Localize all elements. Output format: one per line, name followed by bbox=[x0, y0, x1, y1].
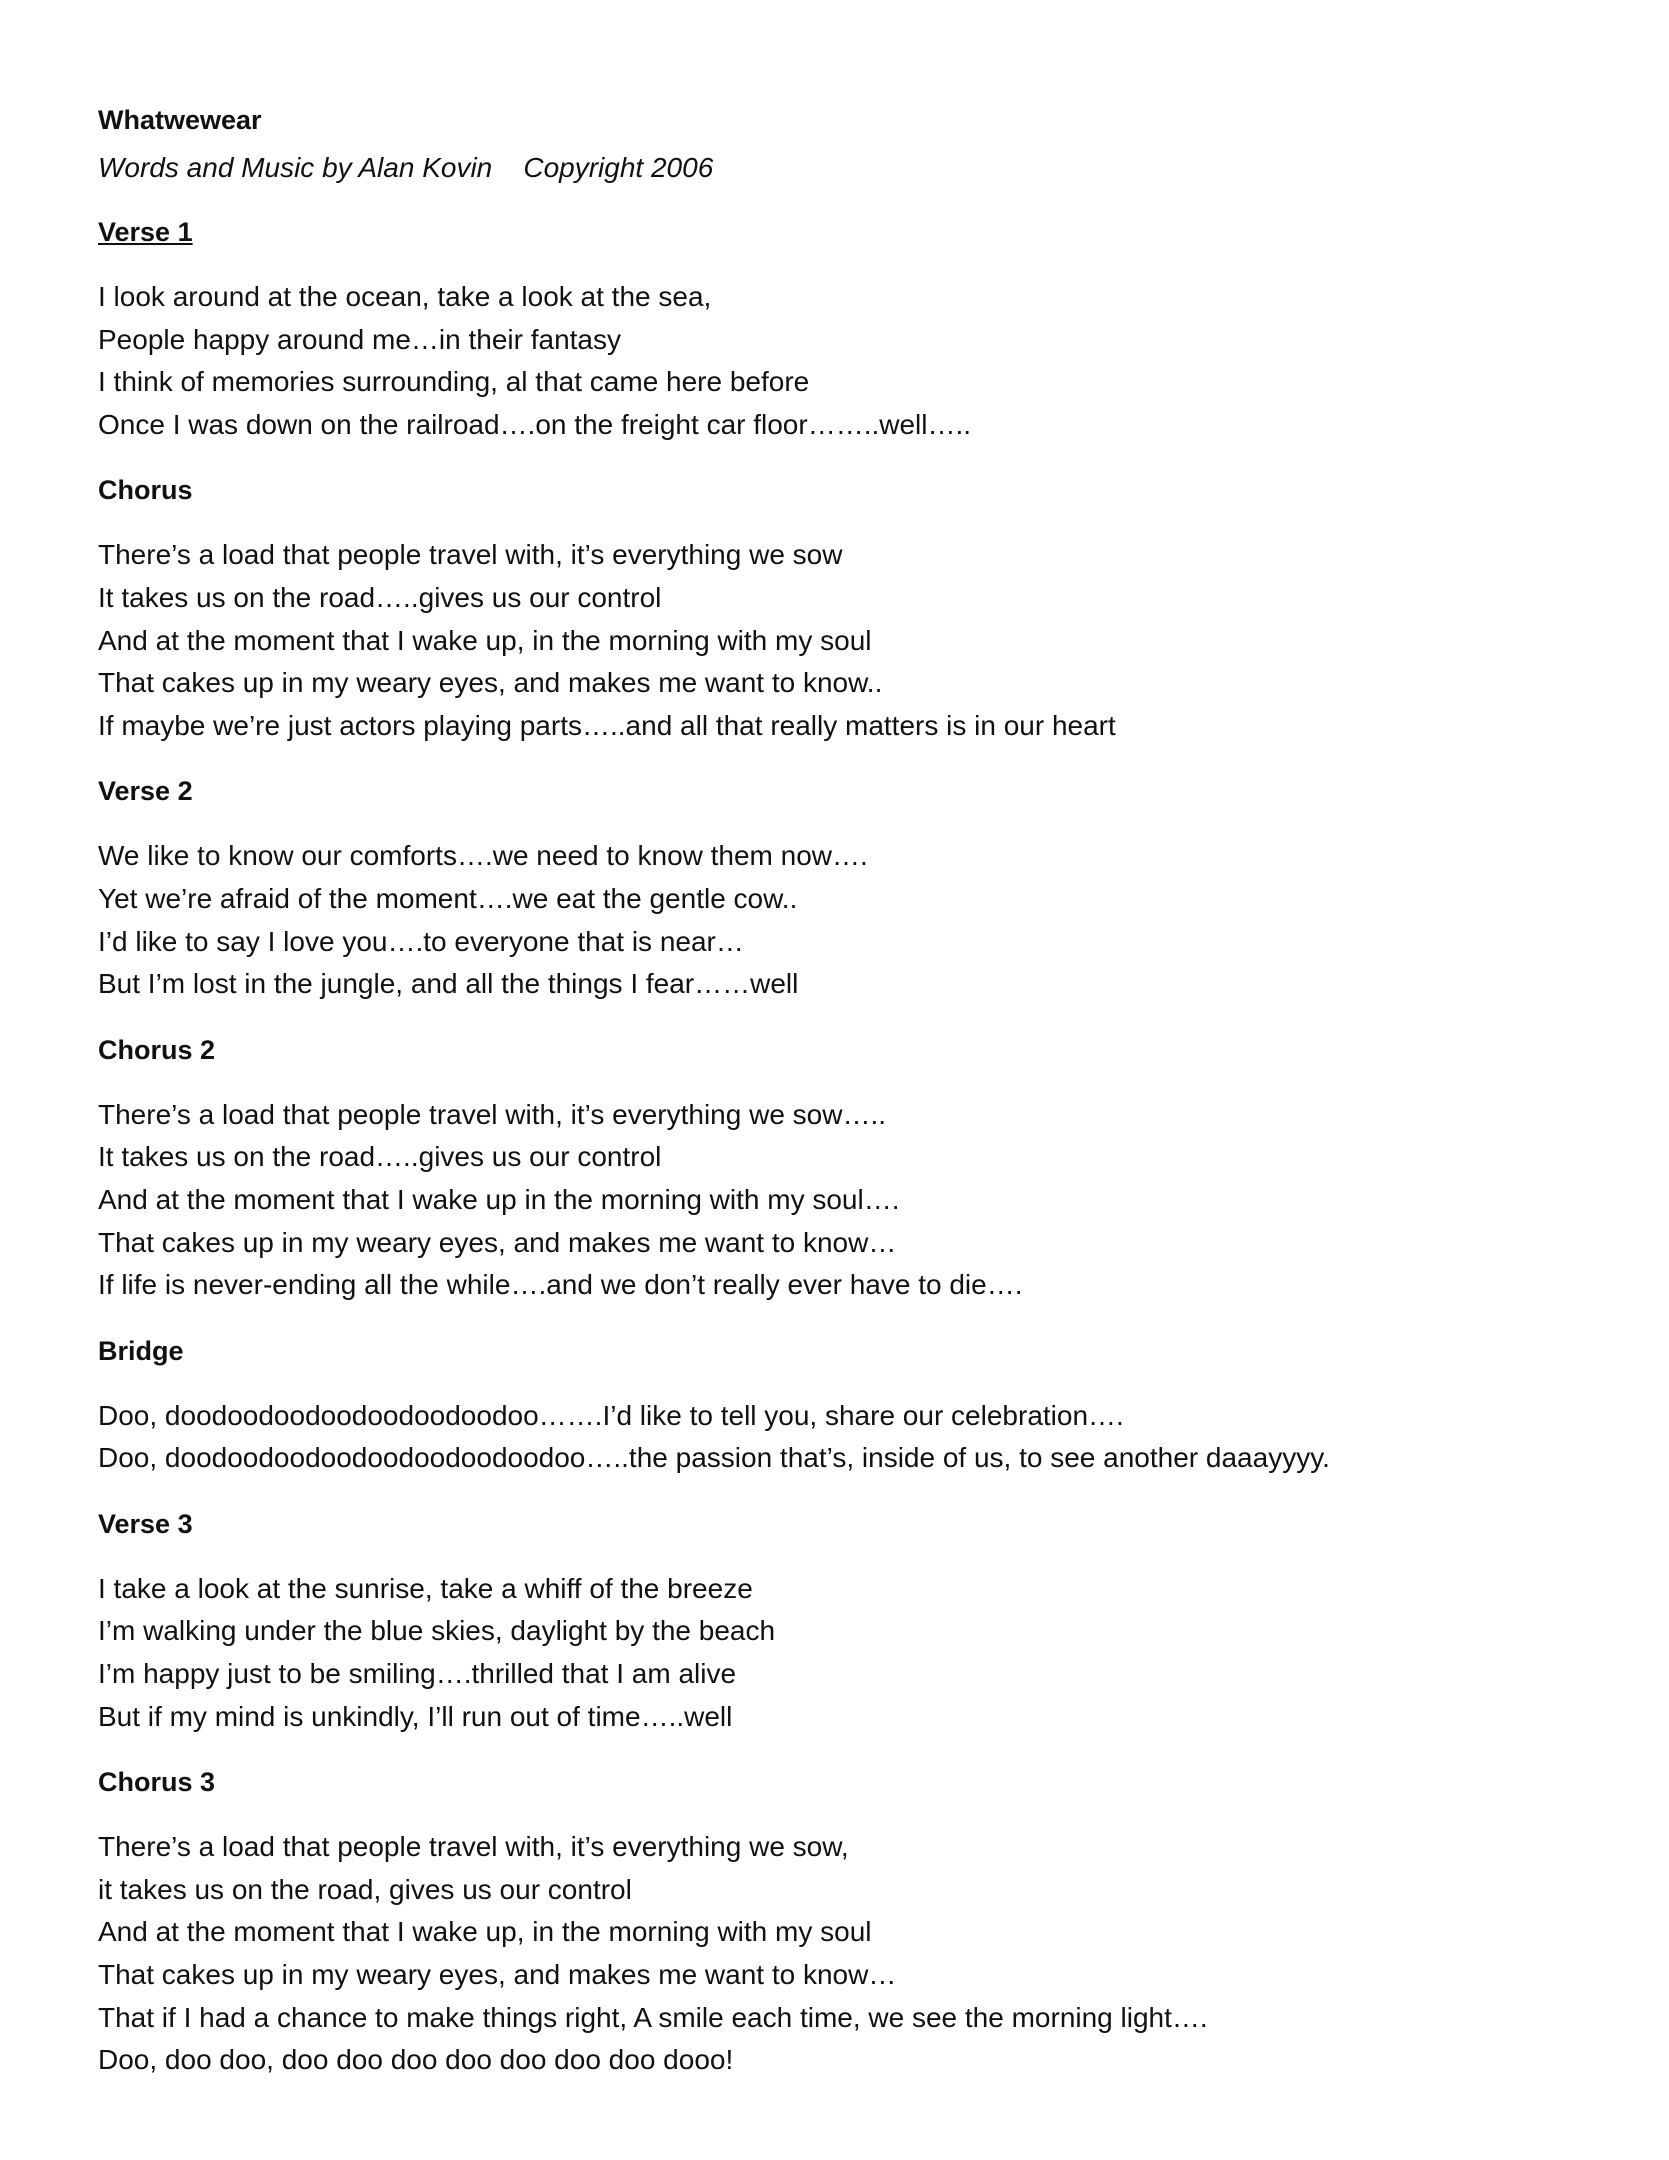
song-byline: Words and Music by Alan Kovin Copyright 2006 bbox=[98, 152, 714, 183]
section-heading: Bridge bbox=[98, 1335, 184, 1366]
lyric-line: Yet we’re afraid of the moment….we eat the gentle cow.. bbox=[98, 882, 798, 914]
lyrics-section bbox=[98, 1331, 1578, 1480]
lyric-line: I’m happy just to be smiling….thrilled that I am alive bbox=[98, 1658, 737, 1690]
lyric-line: But if my mind is unkindly, I’ll run out of time…..well bbox=[98, 1700, 733, 1732]
section-heading: Verse 3 bbox=[98, 1508, 193, 1539]
lyric-line: And at the moment that I wake up in the morning with my soul…. bbox=[98, 1183, 900, 1215]
lyric-line: We like to know our comforts….we need to know them now…. bbox=[98, 840, 868, 872]
lyric-line: It takes us on the road…..gives us our control bbox=[98, 1141, 662, 1173]
lyric-line: If life is never-ending all the while….and we don’t really ever have to die…. bbox=[98, 1269, 1023, 1301]
section-heading: Chorus 2 bbox=[98, 1034, 216, 1065]
lyrics-section bbox=[98, 1504, 1578, 1738]
section-heading: Verse 2 bbox=[98, 776, 193, 807]
lyrics-section bbox=[98, 212, 1578, 446]
lyric-line: There’s a load that people travel with, it’s everything we sow, bbox=[98, 1831, 849, 1863]
lyrics-section bbox=[98, 1762, 1578, 2082]
lyric-line: And at the moment that I wake up, in the morning with my soul bbox=[98, 624, 872, 656]
section-heading: Verse 1 bbox=[98, 217, 193, 247]
lyric-line: it takes us on the road, gives us our control bbox=[98, 1873, 632, 1905]
lyrics-lines bbox=[98, 276, 1578, 446]
lyrics-lines bbox=[98, 1094, 1578, 1307]
section-heading: Chorus 3 bbox=[98, 1767, 216, 1798]
lyric-line: I think of memories surrounding, al that came here before bbox=[98, 366, 810, 398]
lyric-line: I look around at the ocean, take a look at the sea, bbox=[98, 281, 712, 312]
lyrics-lines bbox=[98, 1395, 1578, 1480]
lyrics-lines bbox=[98, 835, 1578, 1005]
lyric-line: Doo, doodoodoodoodoodoodoodoo…….I’d like to tell you, share our celebration…. bbox=[98, 1399, 1124, 1431]
lyric-line: That if I had a chance to make things right, A smile each time, we see the morning light…. bbox=[98, 2001, 1208, 2033]
lyrics-lines bbox=[98, 1826, 1578, 2082]
lyric-line: I’m walking under the blue skies, daylight by the beach bbox=[98, 1615, 776, 1647]
lyrics-section bbox=[98, 1030, 1578, 1307]
lyric-line: Doo, doo doo, doo doo doo doo doo doo doo dooo! bbox=[98, 2044, 734, 2076]
lyrics-page bbox=[98, 100, 1578, 2082]
lyrics-section bbox=[98, 470, 1578, 747]
lyric-line: That cakes up in my weary eyes, and makes me want to know… bbox=[98, 1959, 897, 1991]
lyric-line: Once I was down on the railroad….on the freight car floor……..well….. bbox=[98, 408, 972, 440]
lyric-line: If maybe we’re just actors playing parts…..and all that really matters is in our heart bbox=[98, 709, 1116, 741]
lyric-line: Doo, doodoodoodoodoodoodoodoodoo…..the passion that’s, inside of us, to see another daaayyyy. bbox=[98, 1442, 1330, 1474]
lyric-line: People happy around me…in their fantasy bbox=[98, 323, 621, 355]
lyric-line: That cakes up in my weary eyes, and makes me want to know… bbox=[98, 1226, 897, 1258]
lyric-line: It takes us on the road…..gives us our control bbox=[98, 581, 662, 613]
lyrics-section bbox=[98, 771, 1578, 1005]
lyric-line: There’s a load that people travel with, it’s everything we sow bbox=[98, 539, 843, 571]
lyric-line: But I’m lost in the jungle, and all the things I fear……well bbox=[98, 968, 799, 1000]
lyric-line: There’s a load that people travel with, it’s everything we sow….. bbox=[98, 1098, 887, 1130]
lyric-line: That cakes up in my weary eyes, and makes me want to know.. bbox=[98, 667, 883, 699]
lyric-line: I’d like to say I love you….to everyone that is near… bbox=[98, 925, 744, 957]
lyrics-sections bbox=[98, 212, 1578, 2082]
lyric-line: And at the moment that I wake up, in the morning with my soul bbox=[98, 1916, 872, 1948]
section-heading: Chorus bbox=[98, 475, 193, 506]
song-title: Whatwewear bbox=[98, 105, 262, 135]
lyrics-lines bbox=[98, 1568, 1578, 1738]
lyrics-lines bbox=[98, 534, 1578, 747]
lyric-line: I take a look at the sunrise, take a whiff of the breeze bbox=[98, 1572, 753, 1604]
